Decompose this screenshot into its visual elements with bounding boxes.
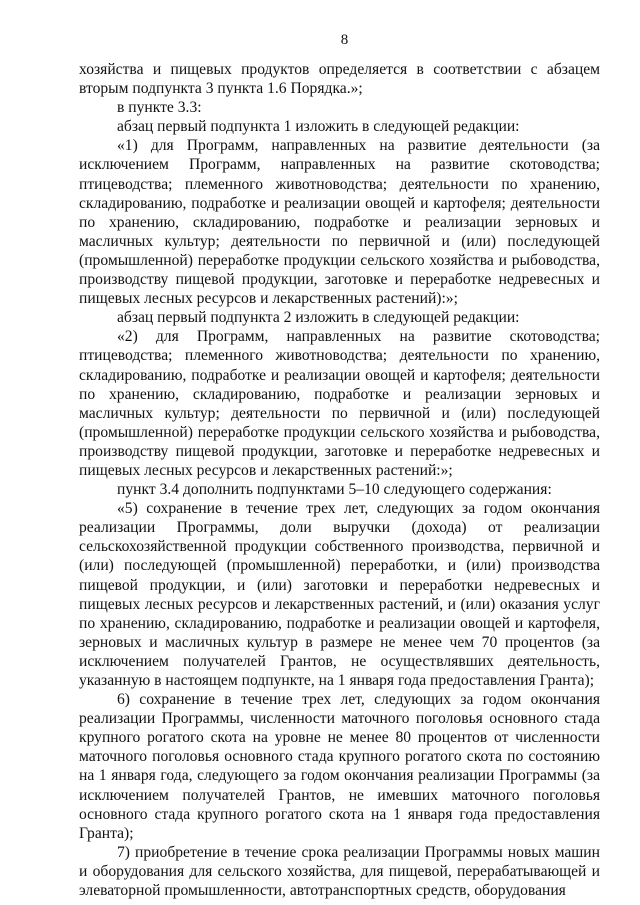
paragraph-item-3-4: пункт 3.4 дополнить подпунктами 5–10 следующего содержания: [117, 481, 552, 499]
paragraph-item-3-3: в пункте 3.3: [117, 99, 202, 117]
paragraph-subitem-2-instruction: абзац первый подпункта 2 изложить в следующей редакции: [117, 309, 520, 327]
paragraph-continuation: хозяйства и пищевых продуктов определяется в соответствии с абзацем вторым подпункта 3 пункта 1.6 Порядка.»; [79, 61, 600, 98]
paragraph-subitem-6: 6) сохранение в течение трех лет, следующих за годом окончания реализации Программы, численности маточного поголовья основного стада крупного рогатого скота на уровне не менее 80 процентов от численности маточного поголовья основного стада крупного рогатого скота по состоянию на 1 января года, следующего за годом окончания реализации Программы (за исключением получателей Грантов, не имевших маточного поголовья основного стада крупного рогатого скота на 1 января года предоставления Гранта); [79, 691, 600, 842]
paragraph-subitem-5: «5) сохранение в течение трех лет, следующих за годом окончания реализации Программы, доли выручки (дохода) от реализации сельскохозяйственной продукции собственного производства, первичной и (или) последующей (промышленной) переработки, и (или) производства пищевой продукции, и (или) заготовки и переработки недревесных и пищевых лесных ресурсов и лекарственных растений, и (или) оказания услуг по хранению, складированию, подработке и реализации овощей и картофеля, зерновых и масличных культур в размере не менее чем 70 процентов (за исключением получателей Грантов, не осуществлявших деятельность, указанную в настоящем подпункте, на 1 января года предоставления Гранта); [79, 500, 600, 689]
document-body [79, 60, 600, 900]
page-number: 8 [340, 32, 349, 48]
paragraph-subitem-2-text: «2) для Программ, направленных на развитие скотоводства; птицеводства; племенного животноводства; деятельности по хранению, складированию, подработке и реализации овощей и картофеля; деятельности по хранению, складированию, подработке и реализации зерновых и масличных культур; деятельности по первичной и (или) последующей (промышленной) переработке продукции сельского хозяйства и рыбоводства, производству пищевой продукции, заготовке и переработке недревесных и пищевых лесных ресурсов и лекарственных растений:»; [79, 328, 600, 479]
paragraph-subitem-7: 7) приобретение в течение срока реализации Программы новых машин и оборудования для сельского хозяйства, для пищевой, перерабатывающей и элеваторной промышленности, автотранспортных средств, оборудования [79, 843, 600, 900]
paragraph-subitem-1-instruction: абзац первый подпункта 1 изложить в следующей редакции: [117, 118, 520, 136]
paragraph-subitem-1-text: «1) для Программ, направленных на развитие деятельности (за исключением Программ, направленных на развитие скотоводства; птицеводства; племенного животноводства; деятельности по хранению, складированию, подработке и реализации овощей и картофеля; деятельности по хранению, складированию, подработке и реализации зерновых и масличных культур; деятельности по первичной и (или) последующей (промышленной) переработке продукции сельского хозяйства и рыбоводства, производству пищевой продукции, заготовке и переработке недревесных и пищевых лесных ресурсов и лекарственных растений):»; [79, 137, 600, 308]
